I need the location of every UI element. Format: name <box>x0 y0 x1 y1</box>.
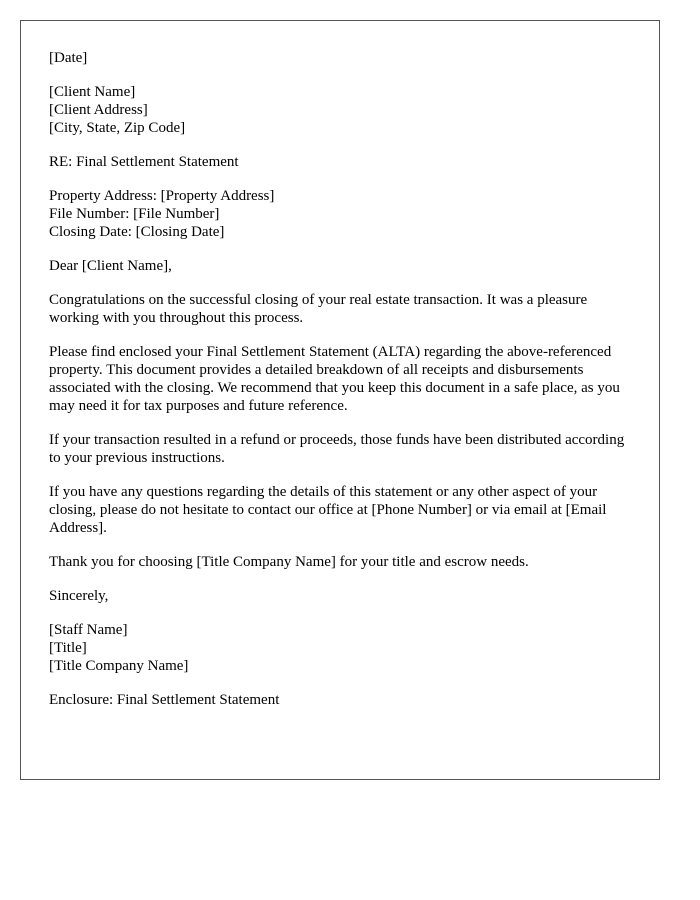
enclosure-block <box>49 691 633 709</box>
closing-date: Closing Date: [Closing Date] <box>49 224 225 240</box>
re-line: RE: Final Settlement Statement <box>49 154 239 170</box>
file-number: File Number: [File Number] <box>49 206 220 222</box>
paragraph-congratulations: Congratulations on the successful closing of your real estate transaction. It was a pleasure working with you throughout this process. <box>49 292 588 326</box>
recipient-address: [Client Address] <box>49 102 148 118</box>
re-block <box>49 153 633 171</box>
paragraph-thank-you: Thank you for choosing [Title Company Name] for your title and escrow needs. <box>49 554 529 570</box>
letter-page <box>20 20 660 780</box>
recipient-block <box>49 83 633 137</box>
closing-block <box>49 587 633 605</box>
signature-company: [Title Company Name] <box>49 658 189 674</box>
letter-body <box>49 49 633 725</box>
closing-word: Sincerely, <box>49 588 109 604</box>
paragraph-questions: If you have any questions regarding the details of this statement or any other aspect of your closing, please do not hesitate to contact our office at [Phone Number] or via email at [Email Address]. <box>49 484 607 536</box>
details-block <box>49 187 633 241</box>
signature-block <box>49 621 633 675</box>
signature-staff-name: [Staff Name] <box>49 622 128 638</box>
letter-date: [Date] <box>49 50 88 66</box>
enclosure-line: Enclosure: Final Settlement Statement <box>49 692 280 708</box>
paragraph-enclosure-info: Please find enclosed your Final Settlement Statement (ALTA) regarding the above-referenced property. This document provides a detailed breakdown of all receipts and disbursements associated with the closing. We recommend that you keep this document in a safe place, as you may need it for tax purposes and future reference. <box>49 344 620 414</box>
recipient-name: [Client Name] <box>49 84 136 100</box>
recipient-city-state-zip: [City, State, Zip Code] <box>49 120 186 136</box>
paragraph-refund: If your transaction resulted in a refund or proceeds, those funds have been distributed according to your previous instructions. <box>49 432 625 466</box>
salutation: Dear [Client Name], <box>49 258 172 274</box>
property-address: Property Address: [Property Address] <box>49 188 275 204</box>
signature-title: [Title] <box>49 640 87 656</box>
date-block <box>49 49 633 67</box>
salutation-block <box>49 257 633 275</box>
